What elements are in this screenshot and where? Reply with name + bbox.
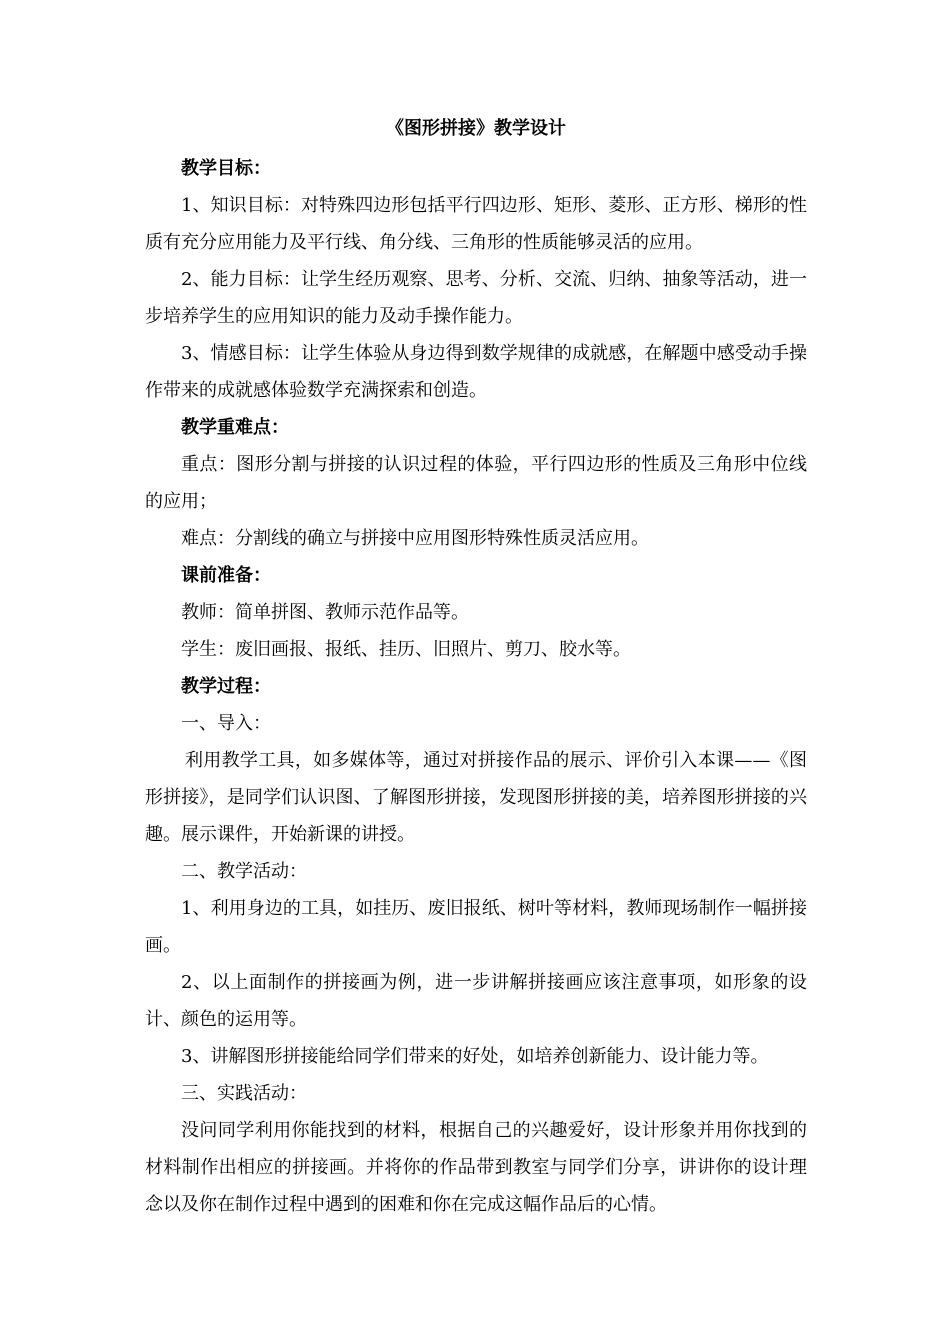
goal-emotion: 3、情感目标：让学生体验从身边得到数学规律的成就感，在解题中感受动手操作带来的成就感体验数学充满探索和创造。 <box>145 343 807 401</box>
goal-knowledge: 1、知识目标：对特殊四边形包括平行四边形、矩形、菱形、正方形、梯形的性质有充分应用能力及平行线、角分线、三角形的性质能够灵活的应用。 <box>145 195 807 253</box>
step1-text: 利用教学工具，如多媒体等，通过对拼接作品的展示、评价引入本课——《图形拼接》，是同学们认识图、了解图形拼接，发现图形拼接的美，培养图形拼接的兴趣。展示课件，开始新课的讲授。 <box>145 750 807 845</box>
key-difficult-heading: 教学重难点： <box>181 417 289 438</box>
step2-item-2: 2、以上面制作的拼接画为例，进一步讲解拼接画应该注意事项，如形象的设计、颜色的运用等。 <box>145 972 807 1030</box>
process-heading: 教学过程： <box>181 676 271 697</box>
step1-heading: 一、导入： <box>181 713 271 734</box>
step3-text: 没问同学利用你能找到的材料，根据自己的兴趣爱好，设计形象并用你找到的材料制作出相应的拼接画。并将你的作品带到教室与同学们分享，讲讲你的设计理念以及你在制作过程中遇到的困难和你在完成这幅作品后的心情。 <box>145 1120 807 1215</box>
document-page <box>145 116 807 1223</box>
step2-heading: 二、教学活动： <box>181 861 307 882</box>
step2-item-1: 1、利用身边的工具，如挂历、废旧报纸、树叶等材料，教师现场制作一幅拼接画。 <box>145 898 807 956</box>
step2-item-3: 3、讲解图形拼接能给同学们带来的好处，如培养创新能力、设计能力等。 <box>181 1046 769 1067</box>
prep-heading: 课前准备： <box>181 565 271 586</box>
goal-ability: 2、能力目标：让学生经历观察、思考、分析、交流、归纳、抽象等活动，进一步培养学生的应用知识的能力及动手操作能力。 <box>145 269 807 327</box>
prep-teacher: 教师：简单拼图、教师示范作品等。 <box>181 602 469 623</box>
key-point: 重点：图形分割与拼接的认识过程的体验，平行四边形的性质及三角形中位线的应用； <box>145 454 807 512</box>
document-title: 《图形拼接》教学设计 <box>386 118 566 139</box>
difficult-point: 难点：分割线的确立与拼接中应用图形特殊性质灵活应用。 <box>181 528 649 549</box>
goals-heading: 教学目标： <box>181 158 271 179</box>
step3-heading: 三、实践活动： <box>181 1083 307 1104</box>
prep-student: 学生：废旧画报、报纸、挂历、旧照片、剪刀、胶水等。 <box>181 639 631 660</box>
